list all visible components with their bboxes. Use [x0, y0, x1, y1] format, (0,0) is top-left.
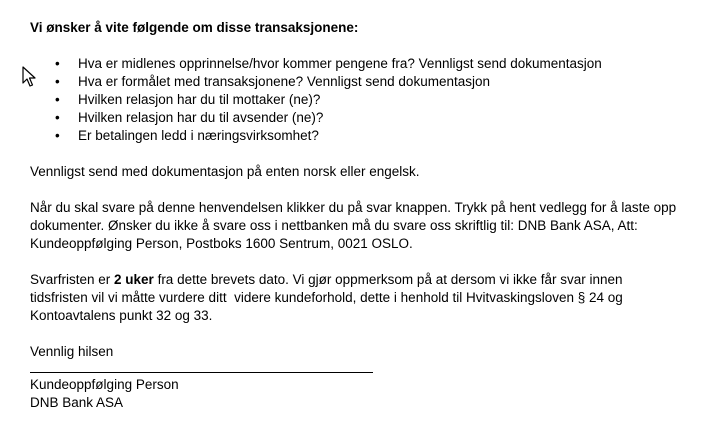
deadline-line: tidsfristen vil vi måtte vurdere ditt videre kundeforhold, dette i henhold til Hvitvaskingsloven § 24 og — [30, 290, 623, 305]
question-text: Hva er midlenes opprinnelse/hvor kommer pengene fra? Vennligst send dokumentasjon — [78, 56, 602, 71]
list-item — [30, 55, 702, 73]
list-item — [30, 73, 702, 91]
reply-instructions-line: dokumenter. Ønsker du ikke å svare oss i nettbanken må du svare oss skriftlig til: DNB Bank ASA, Att: — [30, 218, 638, 233]
list-item — [30, 91, 702, 109]
question-text: Hvilken relasjon har du til avsender (ne)? — [78, 110, 324, 125]
reply-instructions-line: Kundeoppfølging Person, Postboks 1600 Sentrum, 0021 OSLO. — [30, 236, 413, 251]
deadline-line: Kontoavtalens punkt 32 og 33. — [30, 308, 213, 323]
bullet-icon: • — [55, 74, 60, 89]
bullet-icon: • — [55, 110, 60, 125]
bullet-icon: • — [55, 56, 60, 71]
language-note: Vennligst send med dokumentasjon på enten norsk eller engelsk. — [30, 164, 420, 179]
signature-department: Kundeoppfølging Person — [30, 377, 179, 392]
reply-instructions — [30, 199, 702, 253]
deadline-prefix: Svarfristen er — [30, 272, 115, 287]
bullet-icon: • — [55, 128, 60, 143]
section-heading: Vi ønsker å vite følgende om disse transaksjonene: — [30, 20, 359, 35]
list-item — [30, 109, 702, 127]
deadline-suffix: fra dette brevets dato. Vi gjør oppmerksom på at dersom vi ikke får svar innen — [153, 272, 623, 287]
list-item — [30, 127, 702, 145]
letter-body — [30, 19, 702, 412]
question-list — [30, 55, 702, 145]
closing-greeting: Vennlig hilsen — [30, 344, 114, 359]
question-text: Hva er formålet med transaksjonene? Vennligst send dokumentasjon — [78, 74, 490, 89]
question-text: Hvilken relasjon har du til mottaker (ne)? — [78, 92, 321, 107]
question-text: Er betalingen ledd i næringsvirksomhet? — [78, 128, 319, 143]
reply-instructions-line: Når du skal svare på denne henvendelsen klikker du på svar knappen. Trykk på hent vedlegg for å laste opp — [30, 200, 677, 215]
deadline-period: 2 uker — [114, 272, 154, 287]
signature-line — [30, 372, 373, 373]
signature-bank: DNB Bank ASA — [30, 395, 124, 410]
bullet-icon: • — [55, 92, 60, 107]
deadline-paragraph — [30, 271, 702, 325]
